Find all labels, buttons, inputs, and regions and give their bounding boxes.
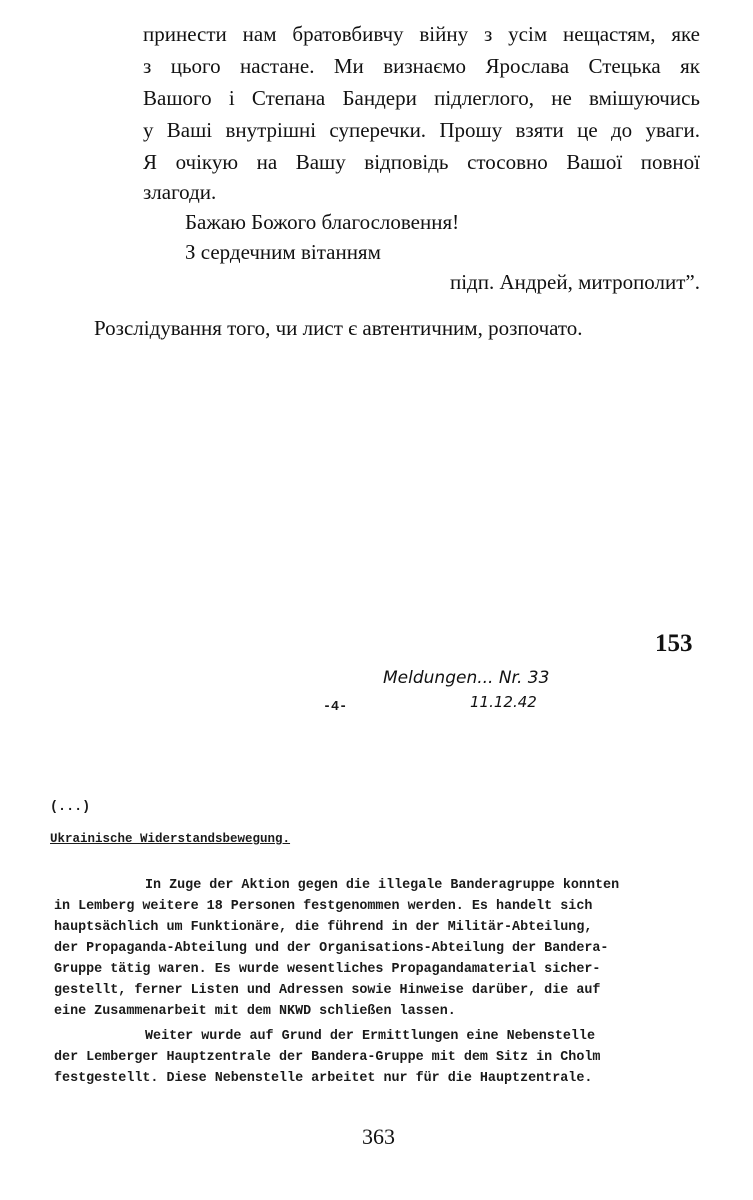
paragraph-line: festgestellt. Diese Nebenstelle arbeitet nur für die Hauptzentrale. xyxy=(54,1071,593,1086)
paragraph-line: hauptsächlich um Funktionäre, die führend in der Militär-Abteilung, xyxy=(54,920,593,935)
book-page-number: 363 xyxy=(362,1124,395,1149)
letter-line: Я очікую на Вашу відповідь стосовно Вашої повної xyxy=(143,150,700,174)
letter-line: у Ваші внутрішні суперечки. Прошу взяти це до уваги. xyxy=(143,118,700,142)
ellipsis: (...) xyxy=(50,800,91,815)
paragraph-line: der Lemberger Hauptzentrale der Bandera-Gruppe mit dem Sitz in Cholm xyxy=(54,1050,601,1065)
paragraph-line: Gruppe tätig waren. Es wurde wesentliches Propagandamaterial sicher- xyxy=(54,962,601,977)
letter-line: з цього настане. Ми визнаємо Ярослава Стецька як xyxy=(143,54,700,78)
document-page-marker: -4- xyxy=(323,700,348,715)
investigation-note: Розслідування того, чи лист є автентичним, розпочато. xyxy=(94,316,583,340)
paragraph-line: In Zuge der Aktion gegen die illegale Banderagruppe konnten xyxy=(145,878,620,893)
archival-page-number: 153 xyxy=(655,630,693,657)
blessing: Бажаю Божого благословення! xyxy=(185,210,460,234)
paragraph-line: gestellt, ferner Listen und Adressen sowie Hinweise darüber, die auf xyxy=(54,983,601,998)
letter-line: злагоди. xyxy=(143,180,217,204)
letter-line: принести нам братовбивчу війну з усім нещастям, яке xyxy=(143,22,700,46)
handwritten-note-reference: Meldungen... Nr. 33 xyxy=(383,668,550,688)
signature: підп. Андрей, митрополит”. xyxy=(449,270,700,294)
greeting: З сердечним вітанням xyxy=(185,240,381,264)
handwritten-note-date: 11.12.42 xyxy=(470,693,537,711)
paragraph-line: in Lemberg weitere 18 Personen festgenommen werden. Es handelt sich xyxy=(54,899,593,914)
paragraph-line: eine Zusammenarbeit mit dem NKWD schließen lassen. xyxy=(54,1004,456,1019)
paragraph-line: der Propaganda-Abteilung und der Organisations-Abteilung der Bandera- xyxy=(54,941,609,956)
letter-line: Вашого і Степана Бандери підлеглого, не вмішуючись xyxy=(143,86,700,110)
paragraph-line: Weiter wurde auf Grund der Ermittlungen eine Nebenstelle xyxy=(145,1029,595,1044)
document-heading: Ukrainische Widerstandsbewegung. xyxy=(50,832,291,846)
